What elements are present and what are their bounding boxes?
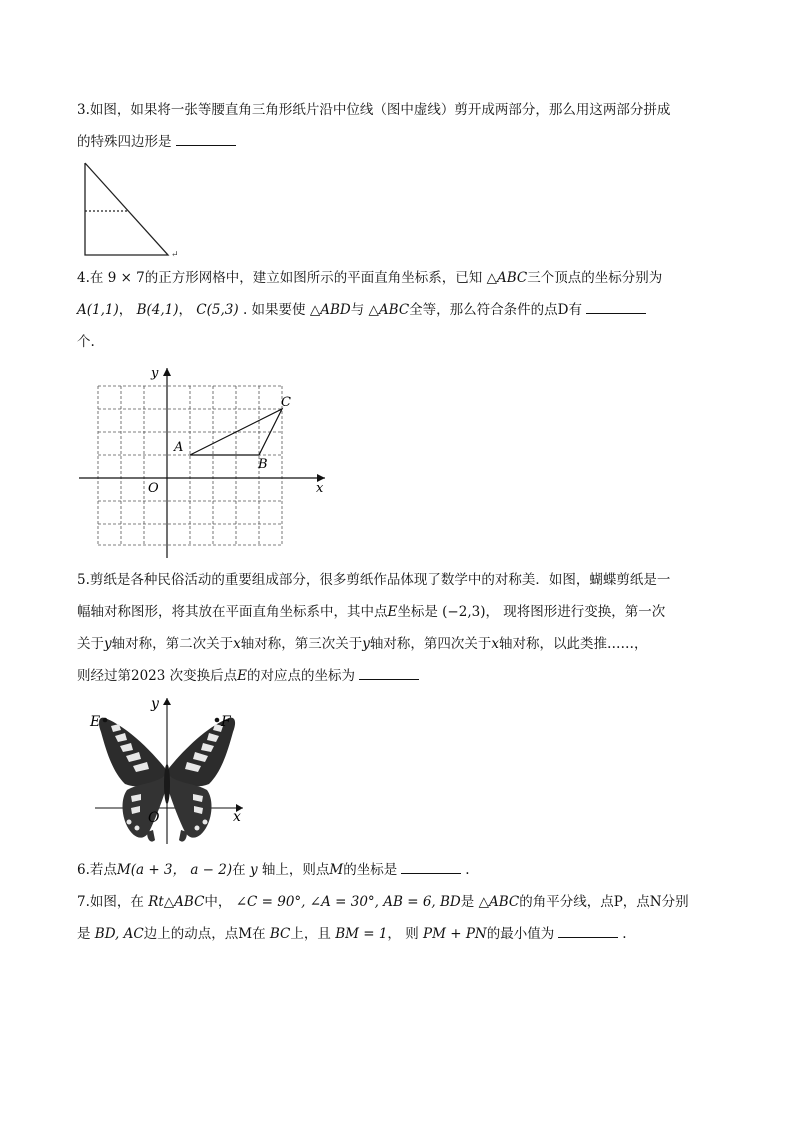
label-x: x xyxy=(316,481,324,496)
answer-blank-q3[interactable] xyxy=(176,133,236,146)
label-f: F xyxy=(221,714,231,730)
q3-line2: 的特殊四边形是 xyxy=(77,132,240,152)
label-b: B xyxy=(258,457,268,472)
label-y: y xyxy=(151,696,159,712)
q5-line3: 关于y轴对称，第二次关于x轴对称，第三次关于y轴对称，第四次关于x轴对称，以此类推……， xyxy=(77,636,648,652)
label-y: y xyxy=(151,366,159,381)
answer-blank-q6[interactable] xyxy=(401,861,461,874)
q6-line: 6.若点M(a + 3， a − 2)在 y 轴上，则点M的坐标是 . xyxy=(77,862,470,878)
triangle-outline xyxy=(85,163,168,255)
label-origin: O xyxy=(148,481,159,496)
q4-line1: 4.在 9 × 7的正方形网格中，建立如图所示的平面直角坐标系，已知 △ABC三个顶点的坐标分别为 xyxy=(77,270,663,286)
q5-line2: 幅轴对称图形，将其放在平面直角坐标系中，其中点E坐标是 (−2,3)， 现将图形进行变换，第一次 xyxy=(77,604,666,620)
q4-line2: A(1,1)， B(4,1)， C(5,3) . 如果要使 △ABD与 △ABC全等，那么符合条件的点D有 xyxy=(77,300,650,320)
label-c: C xyxy=(281,395,291,410)
q5-line4: 则经过第2023 次变换后点E的对应点的坐标为 xyxy=(77,666,423,686)
answer-blank-q7[interactable] xyxy=(558,925,618,938)
dashed-grid xyxy=(98,386,282,545)
y-axis-arrow xyxy=(163,698,171,705)
label-x: x xyxy=(233,809,241,825)
q7-line2: 是 BD, AC边上的动点，点M在 BC上，且 BM = 1， 则 PM + PN的最小值为 . xyxy=(77,926,627,942)
q3-line1: 3.如图，如果将一张等腰直角三角形纸片沿中位线（图中虚线）剪开成两部分，那么用这两部分拼成 xyxy=(77,102,671,118)
label-e: E xyxy=(90,714,101,730)
point-f xyxy=(215,718,220,723)
q4-line3: 个. xyxy=(77,334,95,350)
answer-blank-q4[interactable] xyxy=(586,301,646,314)
q5-line1: 5.剪纸是各种民俗活动的重要组成部分，很多剪纸作品体现了数学中的对称美．如图，蝴蝶剪纸是一 xyxy=(77,572,671,588)
point-e xyxy=(103,718,108,723)
q4-grid-figure xyxy=(75,362,335,562)
q3-triangle-figure xyxy=(80,160,180,260)
q5-butterfly-figure xyxy=(85,692,255,852)
y-axis-arrow xyxy=(163,368,171,376)
q7-line1: 7.如图，在 Rt△ABC中， ∠C = 90°, ∠A = 30°, AB = 6, BD是 △ABC的角平分线，点P，点N分别 xyxy=(77,894,689,910)
answer-blank-q5[interactable] xyxy=(359,667,419,680)
label-a: A xyxy=(174,440,184,455)
return-mark: ↵ xyxy=(171,250,179,260)
label-origin: O xyxy=(148,810,160,826)
